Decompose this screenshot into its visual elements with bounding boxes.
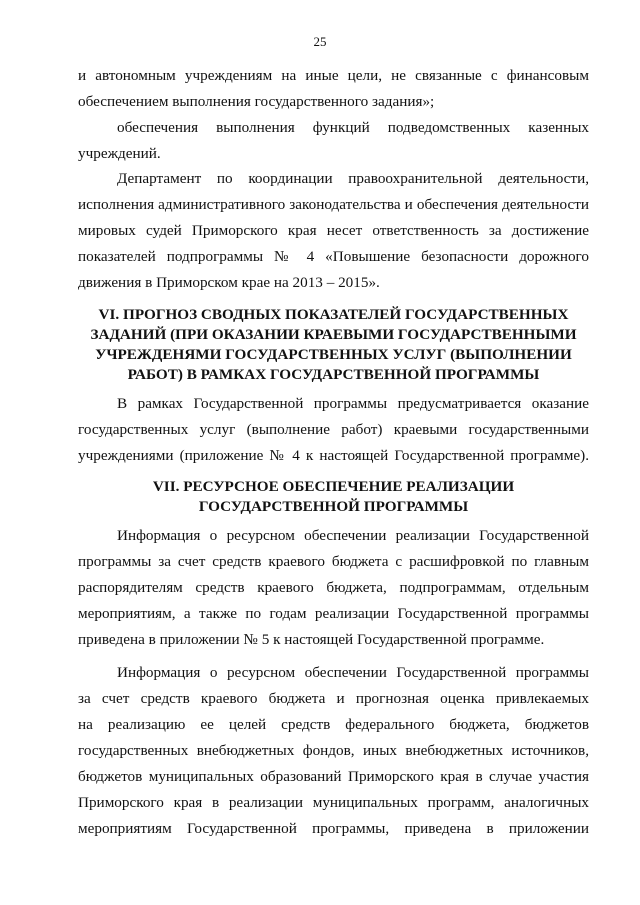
text-line: показателей подпрограммы № 4 «Повышение безопасности дорожного <box>78 248 589 265</box>
section-6-heading-line: УЧРЕЖДЕНЯМИ ГОСУДАРСТВЕННЫХ УСЛУГ (ВЫПОЛНЕНИИ <box>95 346 572 363</box>
text-line: Департамент по координации правоохранительной деятельности, <box>117 170 589 187</box>
text-line: мировых судей Приморского края несет ответственность за достижение <box>78 222 589 239</box>
text-line: учреждениями (приложение № 4 к настоящей Государственной программе). <box>78 447 589 464</box>
text-line: движения в Приморском крае на 2013 – 2015». <box>78 274 380 291</box>
section-6-heading-line: ЗАДАНИЙ (ПРИ ОКАЗАНИИ КРАЕВЫМИ ГОСУДАРСТВЕННЫМИ <box>90 326 577 343</box>
text-line: государственных внебюджетных фондов, иных внебюджетных источников, <box>78 742 589 759</box>
text-line: Информация о ресурсном обеспечении Государственной программы <box>117 664 589 681</box>
text-line: В рамках Государственной программы предусматривается оказание <box>117 395 589 412</box>
text-line: и автономным учреждениям на иные цели, не связанные с финансовым <box>78 67 589 84</box>
text-line: государственных услуг (выполнение работ) краевыми государственными <box>78 421 589 438</box>
section-7-heading-line: VII. РЕСУРСНОЕ ОБЕСПЕЧЕНИЕ РЕАЛИЗАЦИИ <box>152 478 515 495</box>
text-line: мероприятиям Государственной программы, приведена в приложении <box>78 820 589 837</box>
section-6-heading-line: РАБОТ) В РАМКАХ ГОСУДАРСТВЕННОЙ ПРОГРАММЫ <box>127 366 540 383</box>
text-line: обеспечением выполнения государственного задания»; <box>78 93 435 110</box>
text-line: учреждений. <box>78 145 161 162</box>
text-line: распорядителям средств краевого бюджета, подпрограммам, отдельным <box>78 579 589 596</box>
text-line: мероприятиям, а также по годам реализации Государственной программы <box>78 605 589 622</box>
text-line: бюджетов муниципальных образований Приморского края в случае участия <box>78 768 589 785</box>
text-line: за счет средств краевого бюджета и прогнозная оценка привлекаемых <box>78 690 589 707</box>
text-line: обеспечения выполнения функций подведомственных казенных <box>117 119 589 136</box>
text-line: программы за счет средств краевого бюджета с расшифровкой по главным <box>78 553 589 570</box>
section-6-heading-line: VI. ПРОГНОЗ СВОДНЫХ ПОКАЗАТЕЛЕЙ ГОСУДАРСТВЕННЫХ <box>98 306 569 323</box>
section-7-heading-line: ГОСУДАРСТВЕННОЙ ПРОГРАММЫ <box>198 498 469 515</box>
text-line: Информация о ресурсном обеспечении реализации Государственной <box>117 527 589 544</box>
text-line: исполнения административного законодательства и обеспечения деятельности <box>78 196 589 213</box>
text-line: на реализацию ее целей средств федерального бюджета, бюджетов <box>78 716 589 733</box>
text-line: приведена в приложении № 5 к настоящей Государственной программе. <box>78 631 545 648</box>
page-number: 25 <box>313 34 327 49</box>
text-line: Приморского края в реализации муниципальных программ, аналогичных <box>78 794 589 811</box>
